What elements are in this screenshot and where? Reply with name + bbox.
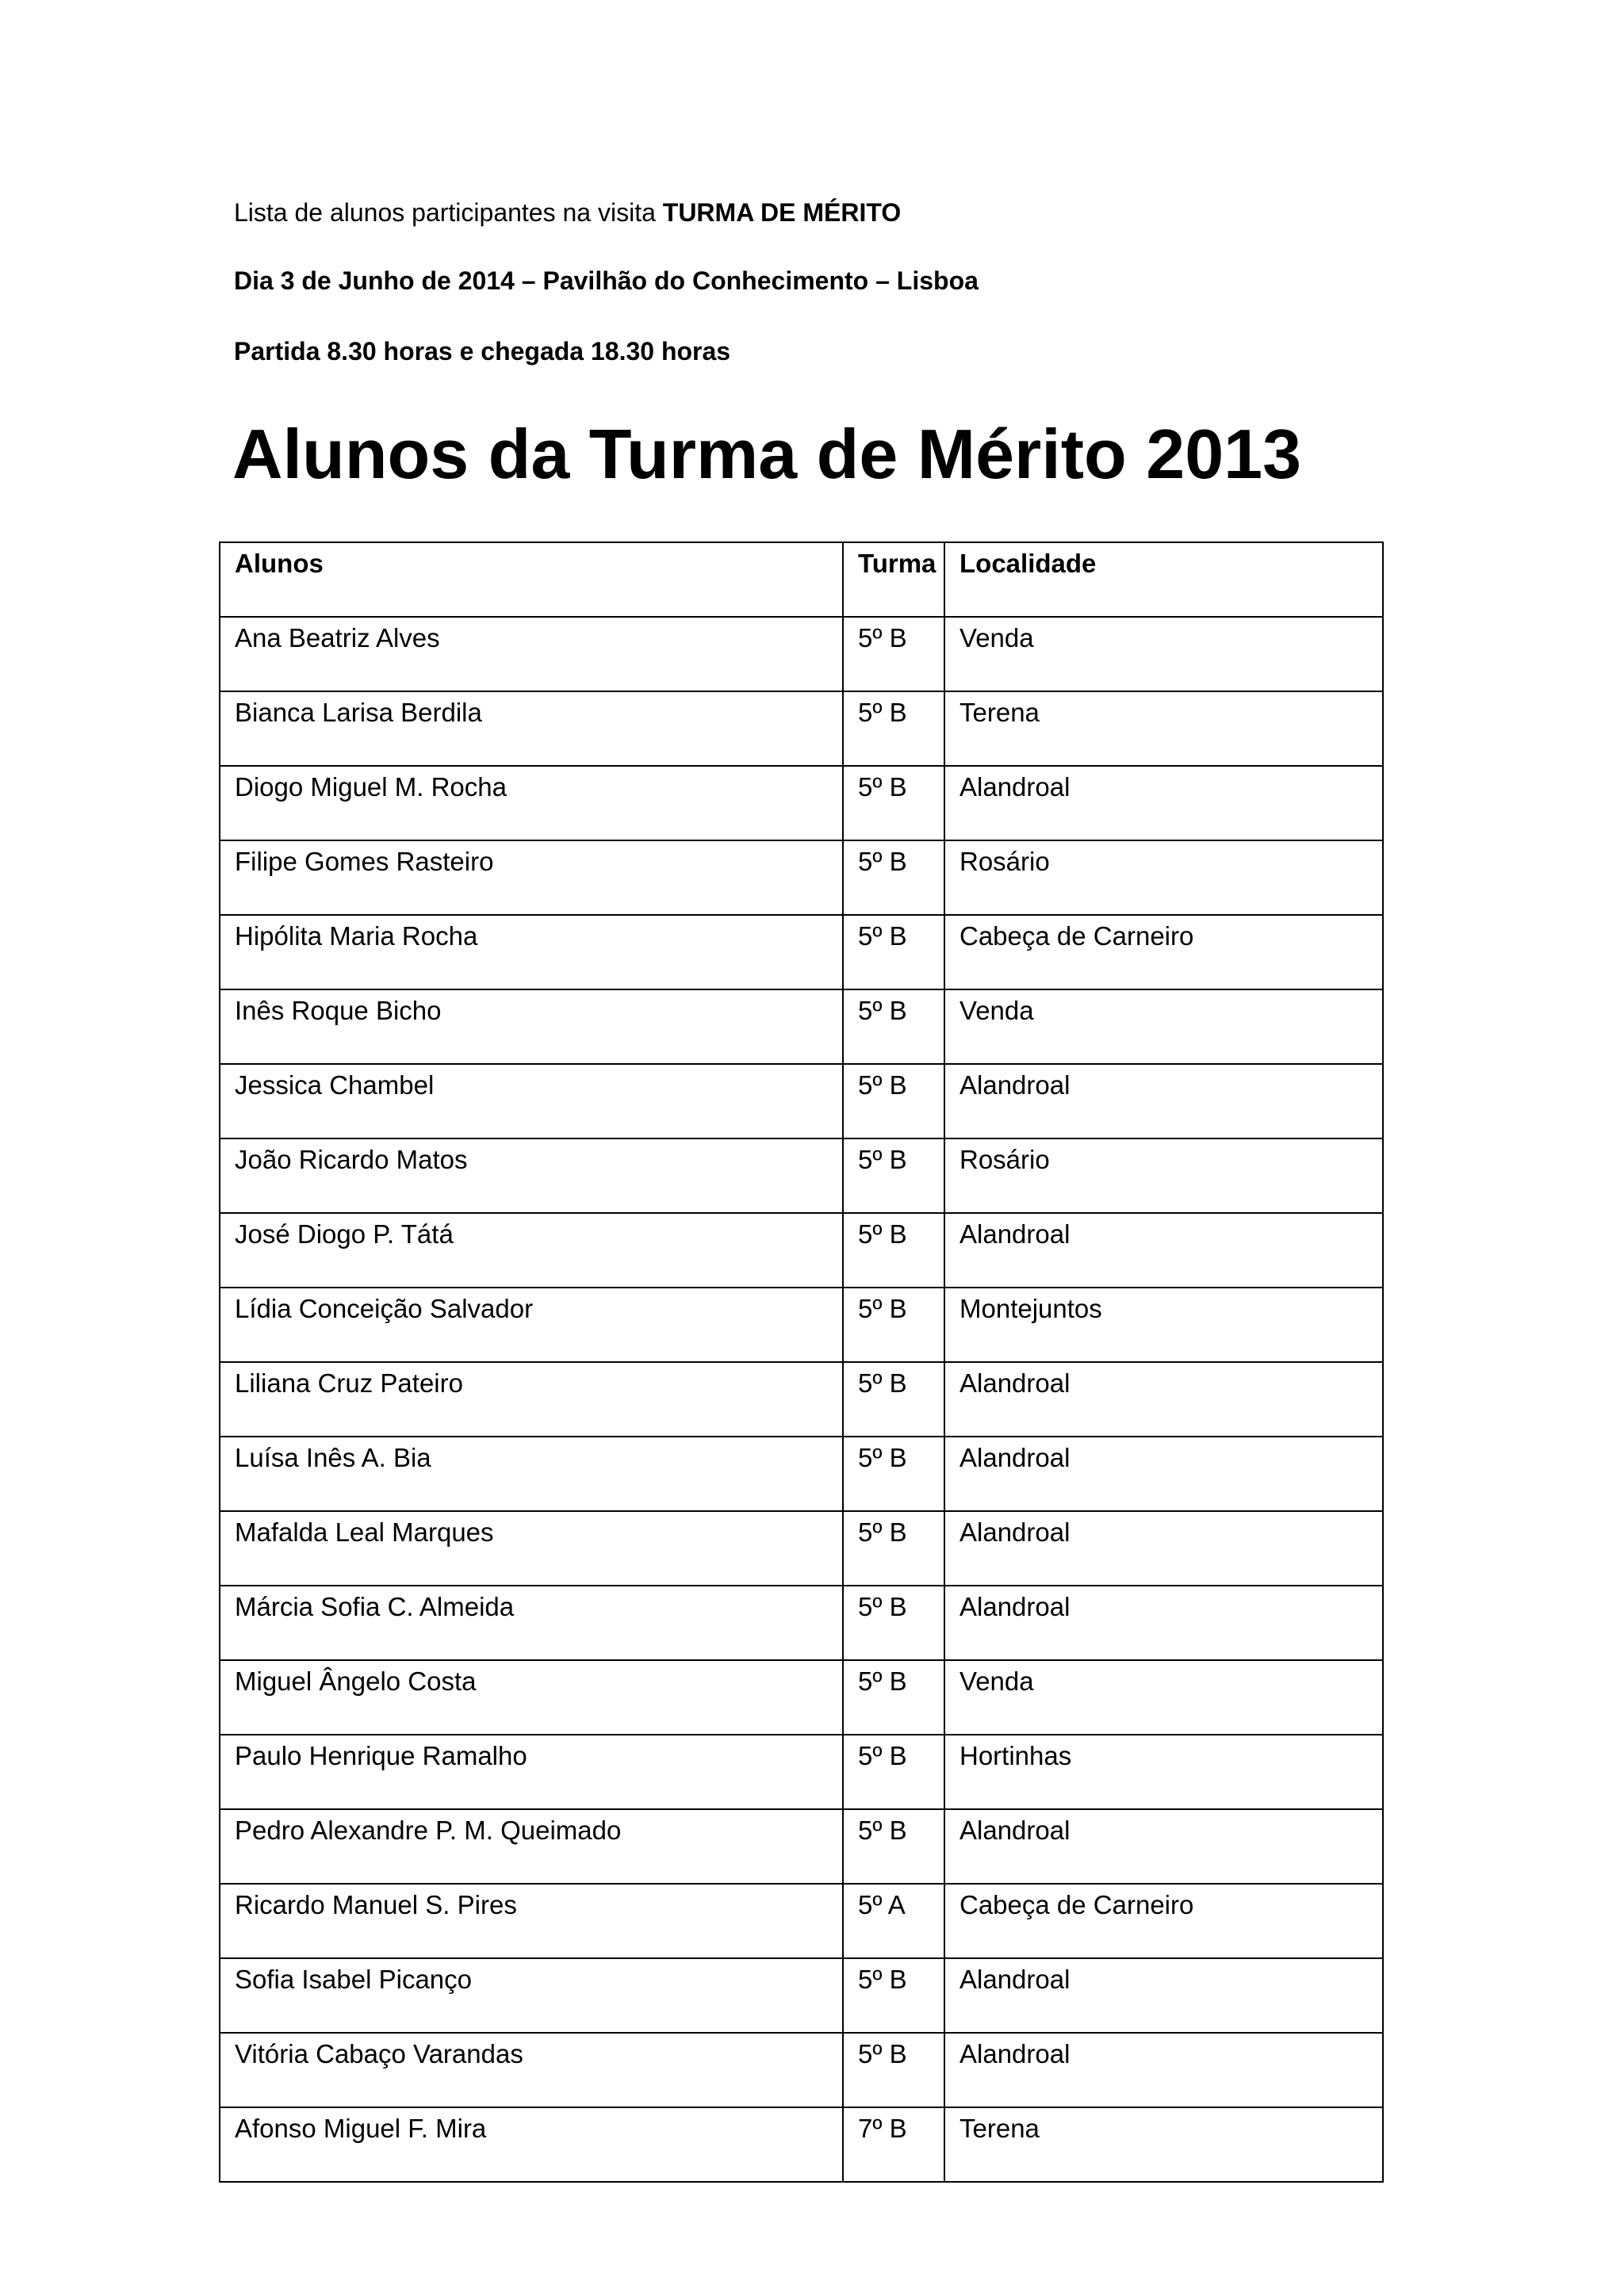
table-row <box>220 1362 1383 1437</box>
locality-cell: Alandroal <box>944 1586 1383 1660</box>
intro-line-schedule: Partida 8.30 horas e chegada 18.30 horas <box>234 337 731 365</box>
class-cell: 5º B <box>843 1138 944 1213</box>
class-cell: 5º B <box>843 691 944 766</box>
table-row <box>220 2033 1383 2107</box>
class-cell: 5º B <box>843 1288 944 1362</box>
student-name-cell: Pedro Alexandre P. M. Queimado <box>220 1809 843 1884</box>
class-cell: 5º B <box>843 1958 944 2033</box>
locality-cell: Rosário <box>944 840 1383 915</box>
table-row <box>220 2107 1383 2182</box>
table-row <box>220 766 1383 840</box>
column-header-locality: Localidade <box>944 542 1383 617</box>
locality-cell: Alandroal <box>944 1213 1383 1288</box>
class-cell: 5º B <box>843 1660 944 1735</box>
table-row <box>220 1735 1383 1809</box>
class-cell: 5º B <box>843 617 944 691</box>
locality-cell: Alandroal <box>944 766 1383 840</box>
students-table <box>219 541 1384 2183</box>
locality-cell: Rosário <box>944 1138 1383 1213</box>
visit-name-emphasis: TURMA DE MÉRITO <box>662 198 902 227</box>
column-header-students: Alunos <box>220 542 843 617</box>
table-row <box>220 1511 1383 1586</box>
table-row <box>220 915 1383 989</box>
student-name-cell: Bianca Larisa Berdila <box>220 691 843 766</box>
student-name-cell: Márcia Sofia C. Almeida <box>220 1586 843 1660</box>
class-cell: 5º B <box>843 1511 944 1586</box>
intro-line-visit-text: Lista de alunos participantes na visita <box>234 198 663 227</box>
student-name-cell: Diogo Miguel M. Rocha <box>220 766 843 840</box>
table-row <box>220 1064 1383 1138</box>
table-row <box>220 1138 1383 1213</box>
student-name-cell: Inês Roque Bicho <box>220 989 843 1064</box>
table-row <box>220 989 1383 1064</box>
student-name-cell: Ricardo Manuel S. Pires <box>220 1884 843 1958</box>
class-cell: 5º A <box>843 1884 944 1958</box>
intro-line-date-place: Dia 3 de Junho de 2014 – Pavilhão do Conhecimento – Lisboa <box>234 266 979 295</box>
locality-cell: Alandroal <box>944 1437 1383 1511</box>
locality-cell: Alandroal <box>944 1511 1383 1586</box>
student-name-cell: Miguel Ângelo Costa <box>220 1660 843 1735</box>
class-cell: 5º B <box>843 1735 944 1809</box>
student-name-cell: Lídia Conceição Salvador <box>220 1288 843 1362</box>
class-cell: 5º B <box>843 1362 944 1437</box>
page-title: Alunos da Turma de Mérito 2013 <box>232 415 1302 493</box>
table-row <box>220 1660 1383 1735</box>
table-row <box>220 691 1383 766</box>
class-cell: 7º B <box>843 2107 944 2182</box>
table-row <box>220 1958 1383 2033</box>
student-name-cell: Filipe Gomes Rasteiro <box>220 840 843 915</box>
locality-cell: Venda <box>944 617 1383 691</box>
class-cell: 5º B <box>843 1064 944 1138</box>
student-name-cell: João Ricardo Matos <box>220 1138 843 1213</box>
locality-cell: Alandroal <box>944 1362 1383 1437</box>
table-row <box>220 1586 1383 1660</box>
locality-cell: Terena <box>944 2107 1383 2182</box>
table-row <box>220 1884 1383 1958</box>
table-row <box>220 1288 1383 1362</box>
class-cell: 5º B <box>843 1213 944 1288</box>
student-name-cell: Ana Beatriz Alves <box>220 617 843 691</box>
student-name-cell: Liliana Cruz Pateiro <box>220 1362 843 1437</box>
locality-cell: Terena <box>944 691 1383 766</box>
student-name-cell: Sofia Isabel Picanço <box>220 1958 843 2033</box>
table-row <box>220 840 1383 915</box>
class-cell: 5º B <box>843 989 944 1064</box>
locality-cell: Alandroal <box>944 1958 1383 2033</box>
locality-cell: Cabeça de Carneiro <box>944 1884 1383 1958</box>
table-header-row <box>220 542 1383 617</box>
student-name-cell: Mafalda Leal Marques <box>220 1511 843 1586</box>
class-cell: 5º B <box>843 1586 944 1660</box>
table-row <box>220 1437 1383 1511</box>
locality-cell: Montejuntos <box>944 1288 1383 1362</box>
intro-line-visit <box>234 197 901 228</box>
table-row <box>220 1213 1383 1288</box>
locality-cell: Alandroal <box>944 2033 1383 2107</box>
column-header-class: Turma <box>843 542 944 617</box>
student-name-cell: Jessica Chambel <box>220 1064 843 1138</box>
class-cell: 5º B <box>843 766 944 840</box>
student-name-cell: Vitória Cabaço Varandas <box>220 2033 843 2107</box>
locality-cell: Hortinhas <box>944 1735 1383 1809</box>
student-name-cell: Paulo Henrique Ramalho <box>220 1735 843 1809</box>
locality-cell: Cabeça de Carneiro <box>944 915 1383 989</box>
student-name-cell: Hipólita Maria Rocha <box>220 915 843 989</box>
student-name-cell: José Diogo P. Tátá <box>220 1213 843 1288</box>
table-row <box>220 617 1383 691</box>
class-cell: 5º B <box>843 1437 944 1511</box>
student-name-cell: Luísa Inês A. Bia <box>220 1437 843 1511</box>
table-body <box>220 617 1383 2182</box>
class-cell: 5º B <box>843 840 944 915</box>
class-cell: 5º B <box>843 2033 944 2107</box>
locality-cell: Venda <box>944 989 1383 1064</box>
locality-cell: Venda <box>944 1660 1383 1735</box>
class-cell: 5º B <box>843 915 944 989</box>
table-row <box>220 1809 1383 1884</box>
locality-cell: Alandroal <box>944 1809 1383 1884</box>
locality-cell: Alandroal <box>944 1064 1383 1138</box>
student-name-cell: Afonso Miguel F. Mira <box>220 2107 843 2182</box>
class-cell: 5º B <box>843 1809 944 1884</box>
